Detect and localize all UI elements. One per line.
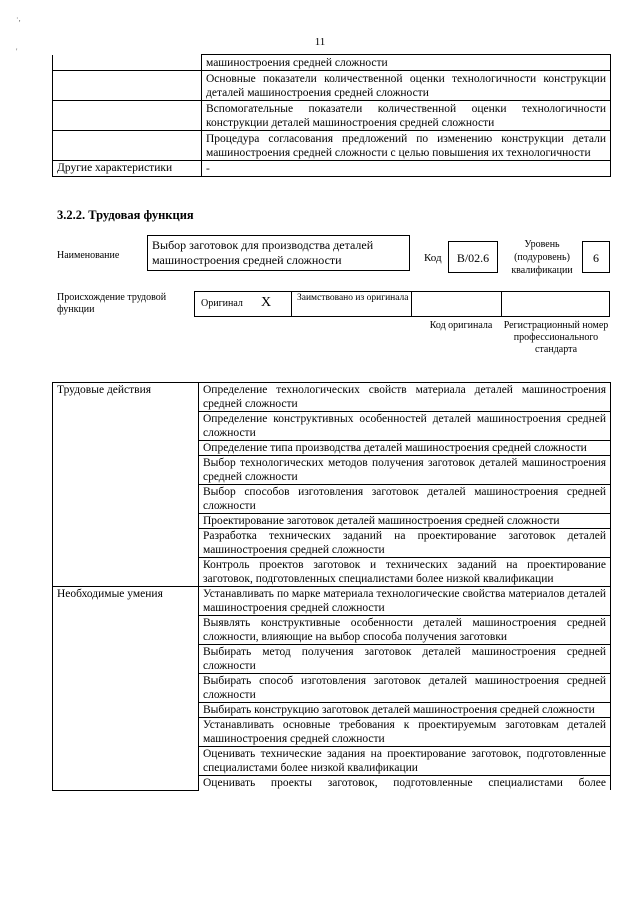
function-name-value: Выбор заготовок для производства деталей машиностроения средней сложности xyxy=(147,235,410,271)
row-label xyxy=(53,71,202,101)
list-item: Выбор технологических методов получения заготовок деталей машиностроения средней сложности xyxy=(199,456,611,485)
row-label: Другие характеристики xyxy=(53,161,202,177)
list-item: Оценивать проекты заготовок, подготовленные специалистами более xyxy=(199,776,611,791)
list-item: Выбирать способ изготовления заготовок деталей машиностроения средней сложности xyxy=(199,674,611,703)
section-label: Необходимые умения xyxy=(53,587,199,791)
row-label xyxy=(53,55,202,71)
table-row xyxy=(53,161,611,177)
origin-box xyxy=(194,291,610,317)
reg-number-caption: Регистрационный номер профессионального стандарта xyxy=(503,320,609,355)
code-label: Код xyxy=(424,252,442,264)
list-item: Выбирать конструкцию заготовок деталей машиностроения средней сложности xyxy=(199,703,611,718)
list-item: Проектирование заготовок деталей машиностроения средней сложности xyxy=(199,514,611,529)
list-item: Устанавливать по марке материала технологические свойства материалов деталей машиностроения средней сложности xyxy=(199,587,611,616)
list-item: Выбирать метод получения заготовок деталей машиностроения средней сложности xyxy=(199,645,611,674)
characteristics-table xyxy=(52,54,611,177)
list-item: Контроль проектов заготовок и технических заданий на проектирование заготовок, подготовленных специалистами более низкой квалификации xyxy=(199,558,611,587)
list-item: Выявлять конструктивные особенности деталей машиностроения средней сложности, влияющие на выбор способа получения заготовки xyxy=(199,616,611,645)
table-row xyxy=(53,383,611,412)
table-row xyxy=(53,131,611,161)
scan-mark: ' xyxy=(16,47,18,56)
qualification-level-value: 6 xyxy=(582,241,610,273)
row-text: машиностроения средней сложности xyxy=(202,55,611,71)
section-heading: 3.2.2. Трудовая функция xyxy=(57,208,194,222)
list-item: Выбор способов изготовления заготовок деталей машиностроения средней сложности xyxy=(199,485,611,514)
borrowed-label: Заимствовано из оригинала xyxy=(297,293,409,303)
row-text: Вспомогательные показатели количественной оценки технологичности конструкции деталей машиностроения средней сложности xyxy=(202,101,611,131)
list-item: Определение конструктивных особенностей деталей машиностроения средней сложности xyxy=(199,412,611,441)
labor-function-table xyxy=(52,382,611,791)
name-label: Наименование xyxy=(57,250,120,261)
origin-label: Происхождение трудовой функции xyxy=(57,292,167,315)
page-number: 11 xyxy=(314,36,326,48)
table-row xyxy=(53,55,611,71)
list-item: Оценивать технические задания на проектирование заготовок, подготовленные специалистами более низкой квалификации xyxy=(199,747,611,776)
list-item: Определение типа производства деталей машиностроения средней сложности xyxy=(199,441,611,456)
code-original-caption: Код оригинала xyxy=(429,320,493,331)
original-mark: X xyxy=(261,295,272,310)
row-label xyxy=(53,131,202,161)
row-text: Основные показатели количественной оценки технологичности конструкции деталей машиностроения средней сложности xyxy=(202,71,611,101)
section-label: Трудовые действия xyxy=(53,383,199,587)
list-item: Устанавливать основные требования к проектируемым заготовкам деталей машиностроения средней сложности xyxy=(199,718,611,747)
list-item: Разработка технических заданий на проектирование заготовок деталей машиностроения средней сложности xyxy=(199,529,611,558)
table-row xyxy=(53,101,611,131)
row-text: - xyxy=(202,161,611,177)
original-label: Оригинал xyxy=(201,298,243,309)
table-row xyxy=(53,587,611,616)
table-row xyxy=(53,71,611,101)
list-item: Определение технологических свойств материала деталей машиностроения средней сложности xyxy=(199,383,611,412)
row-label xyxy=(53,101,202,131)
code-original-cell xyxy=(411,292,502,316)
function-code-value: B/02.6 xyxy=(448,241,498,273)
reg-number-cell xyxy=(501,292,610,316)
level-label: Уровень (подуровень) квалификации xyxy=(511,239,573,276)
row-text: Процедура согласования предложений по изменению конструкции детали машиностроения средней сложности с целью повышения их технологичности xyxy=(202,131,611,161)
scan-mark: ·, xyxy=(16,14,21,23)
